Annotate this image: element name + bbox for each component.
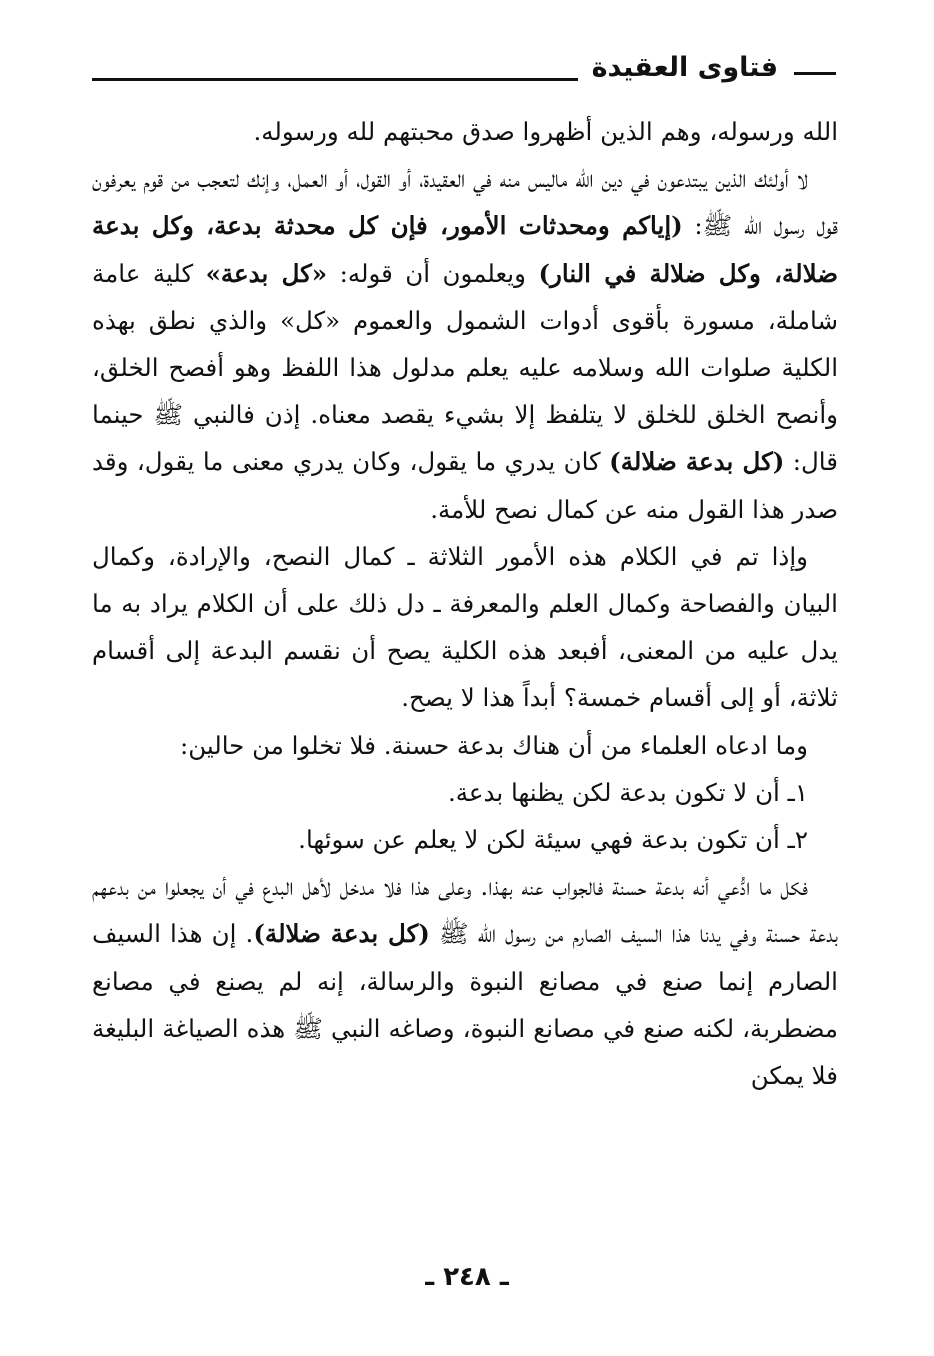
- page-number: ـ ٢٤٨ ـ: [425, 1262, 509, 1292]
- running-header: [92, 52, 836, 92]
- hadith-quote: (إياكم ومحدثات الأمور، فإن كل محدثة بدعة، وكل بدعة ضلالة، وكل ضلالة في النار): [92, 211, 838, 288]
- quote-kull-bidah: «كل بدعة»: [205, 258, 328, 288]
- paragraph-1: الله ورسوله، وهم الذين أظهروا صدق محبتهم لله ورسوله.: [253, 117, 838, 146]
- paragraph-2-text-4: كان يدري ما يقول، وكان يدري معنى ما يقول، وقد صدر هذا القول منه عن كمال نصح للأمة.: [92, 447, 838, 524]
- paragraph-3: وإذا تم في الكلام هذه الأمور الثلاثة ـ كمال النصح، والإرادة، وكمال البيان والفصاحة وكمال العلم والمعرفة ـ دل ذلك على أن الكلام يراد به ما يدل عليه من المعنى، أفبعد هذه الكلية يصح أن نقسم البدعة إلى أقسام ثلاثة، أو إلى أقسام خمسة؟ أبداً هذا لا يصح.: [92, 541, 838, 713]
- paragraph-4: وما ادعاه العلماء من أن هناك بدعة حسنة. فلا تخلوا من حالين:: [179, 730, 808, 760]
- quote-kull-bidah-dalalah-2: (كل بدعة ضلالة): [253, 919, 430, 949]
- paragraph-2-text-1: لا أولئك الذين يبتدعون في دين الله ماليس منه في العقيدة، أو القول، أو العمل، وإنك لتعجب من قوم يعرفون قول رسول الله ﷺ:: [92, 164, 838, 241]
- quote-kull-bidah-dalalah: (كل بدعة ضلالة): [609, 447, 785, 477]
- paragraph-5: [92, 863, 838, 1099]
- paragraph-5-text-2: . إن هذا السيف الصارم إنما صنع في مصانع النبوة والرسالة، إنه لم يصنع في مصانع مضطربة، لكنه صنع في مصانع النبوة، وصاغه النبي ﷺ هذه الصياغة البليغة فلا يمكن: [92, 919, 838, 1091]
- book-title: فتاوى العقيدة: [591, 52, 778, 83]
- list-item-1: ١ـ أن لا تكون بدعة لكن يظنها بدعة.: [448, 777, 808, 807]
- paragraph-2-text-2: ويعلمون أن قوله:: [327, 258, 539, 288]
- header-rule: [92, 78, 578, 81]
- paragraph-2: [92, 155, 838, 533]
- body-text: [92, 108, 838, 1099]
- paragraph-2-text-3: كلية عامة شاملة، مسورة بأقوى أدوات الشمول والعموم «كل» والذي نطق بهذه الكلية صلوات الله وسلامه عليه يعلم مدلول هذا اللفظ وهو أفصح الخلق، وأنصح الخلق للخلق لا يتلفظ إلا بشيء يقصد معناه. إذن فالنبي ﷺ حينما قال:: [92, 258, 838, 477]
- list-item-2: ٢ـ أن تكون بدعة فهي سيئة لكن لا يعلم عن سوئها.: [298, 825, 808, 855]
- header-dash: [794, 72, 836, 75]
- paragraph-5-text-1: فكل ما ادُّعي أنه بدعة حسنة فالجواب عنه بهذا. وعلى هذا فلا مدخل لأهل البدع في أن يجعلوا من بدعهم بدعة حسنة وفي يدنا هذا السيف الصارم من رسول الله ﷺ: [92, 872, 838, 949]
